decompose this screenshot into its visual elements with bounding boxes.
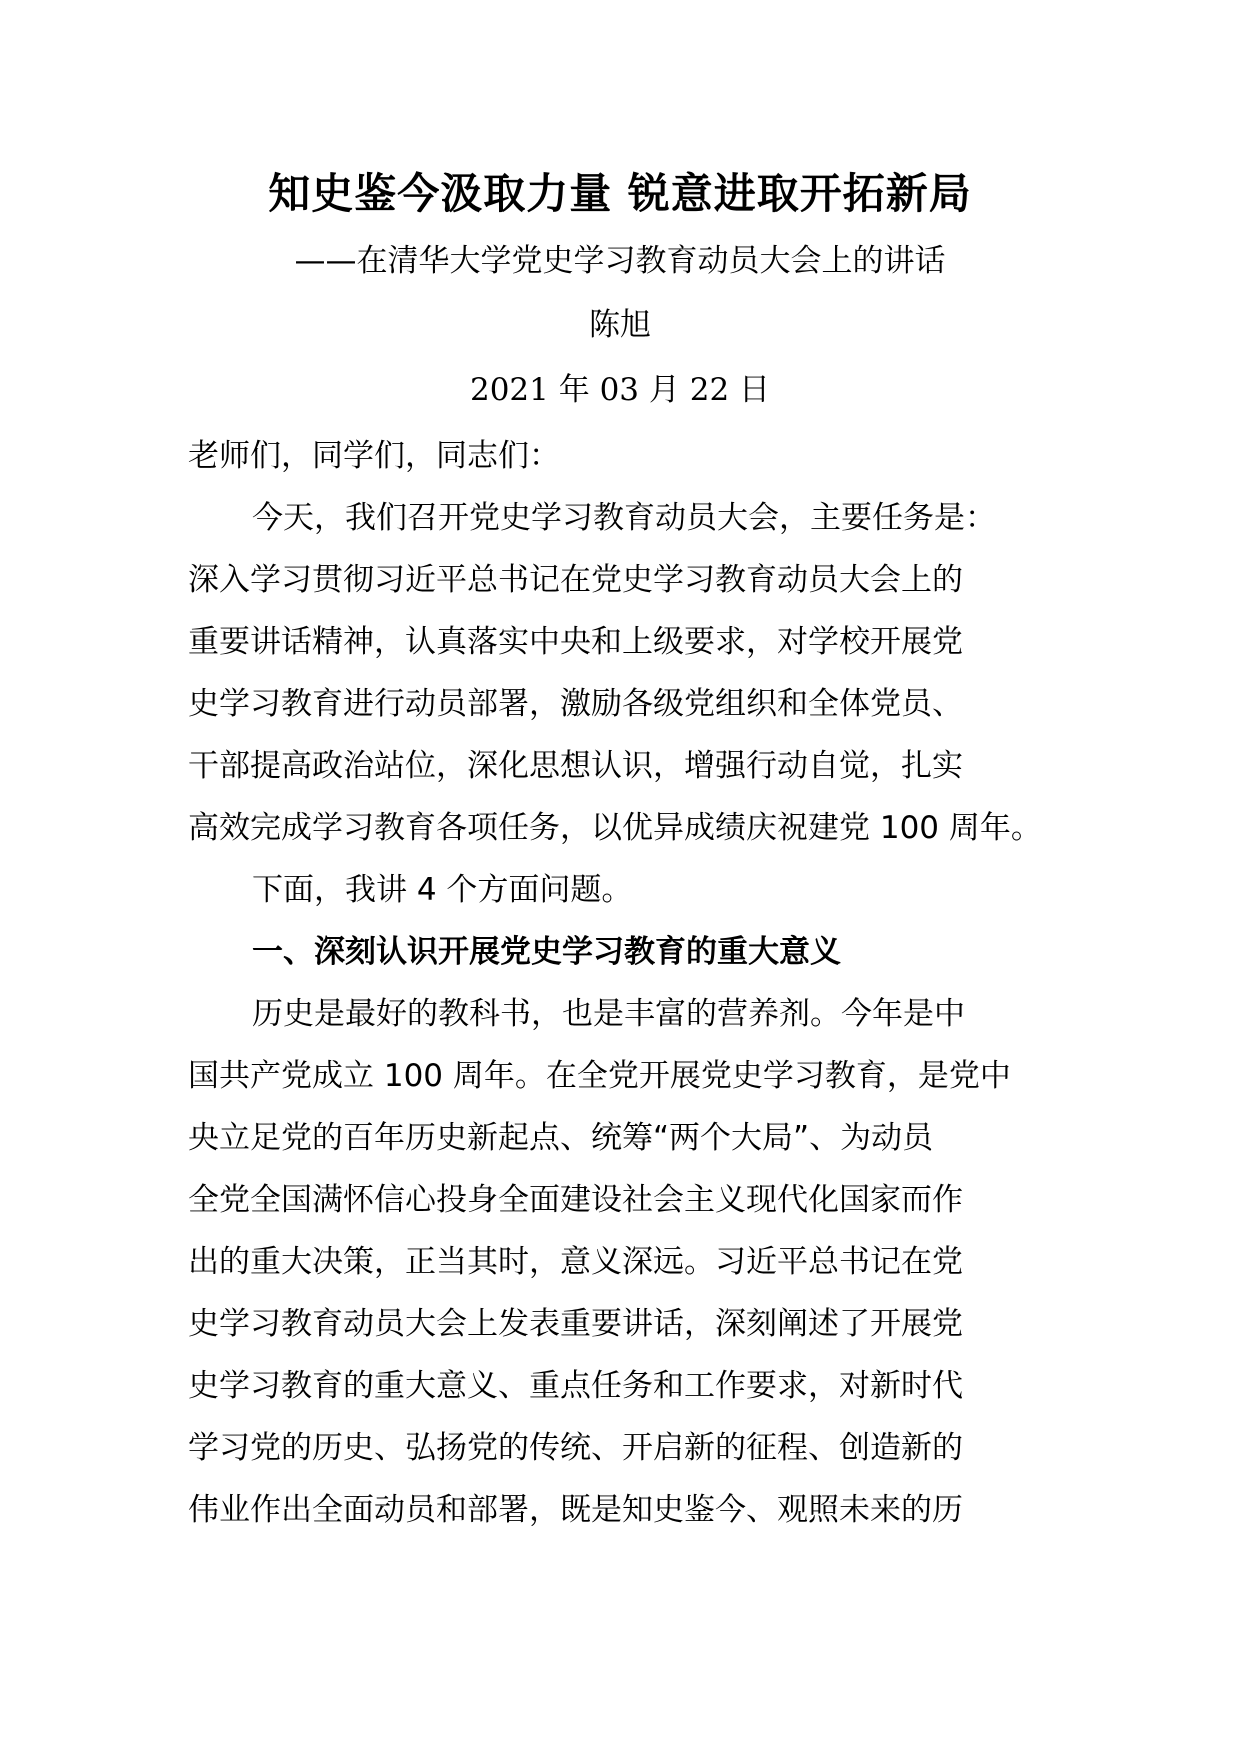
document-subtitle: ——在清华大学党史学习教育动员大会上的讲话 (294, 243, 946, 279)
body-line: 央立足党的百年历史新起点、统筹“两个大局”、为动员 (188, 1120, 934, 1156)
body-line: 历史是最好的教科书，也是丰富的营养剂。今年是中 (252, 996, 965, 1032)
section-heading: 一、深刻认识开展党史学习教育的重大意义 (252, 934, 841, 970)
body-line: 出的重大决策，正当其时，意义深远。习近平总书记在党 (188, 1244, 963, 1280)
body-line: 重要讲话精神，认真落实中央和上级要求，对学校开展党 (188, 624, 963, 660)
body-line: 学习党的历史、弘扬党的传统、开启新的征程、创造新的 (188, 1430, 963, 1466)
body-line: 史学习教育进行动员部署，激励各级党组织和全体党员、 (188, 686, 963, 722)
body-line: 史学习教育动员大会上发表重要讲话，深刻阐述了开展党 (188, 1306, 963, 1342)
document-author: 陈旭 (589, 307, 651, 343)
document-date: 2021 年 03 月 22 日 (469, 372, 771, 408)
document-title: 知史鉴今汲取力量 锐意进取开拓新局 (268, 169, 972, 218)
body-line: 伟业作出全面动员和部署，既是知史鉴今、观照未来的历 (188, 1492, 963, 1528)
body-line: 今天，我们召开党史学习教育动员大会，主要任务是： (252, 500, 996, 536)
body-line: 全党全国满怀信心投身全面建设社会主义现代化国家而作 (188, 1182, 963, 1218)
body-line: 深入学习贯彻习近平总书记在党史学习教育动员大会上的 (188, 562, 963, 598)
body-line: 干部提高政治站位，深化思想认识，增强行动自觉，扎实 (188, 748, 963, 784)
body-line: 高效完成学习教育各项任务，以优异成绩庆祝建党 100 周年。 (188, 810, 1042, 846)
salutation: 老师们，同学们，同志们： (188, 438, 560, 474)
body-line: 史学习教育的重大意义、重点任务和工作要求，对新时代 (188, 1368, 963, 1404)
body-line: 下面，我讲 4 个方面问题。 (252, 872, 633, 908)
body-line: 国共产党成立 100 周年。在全党开展党史学习教育，是党中 (188, 1058, 1011, 1094)
